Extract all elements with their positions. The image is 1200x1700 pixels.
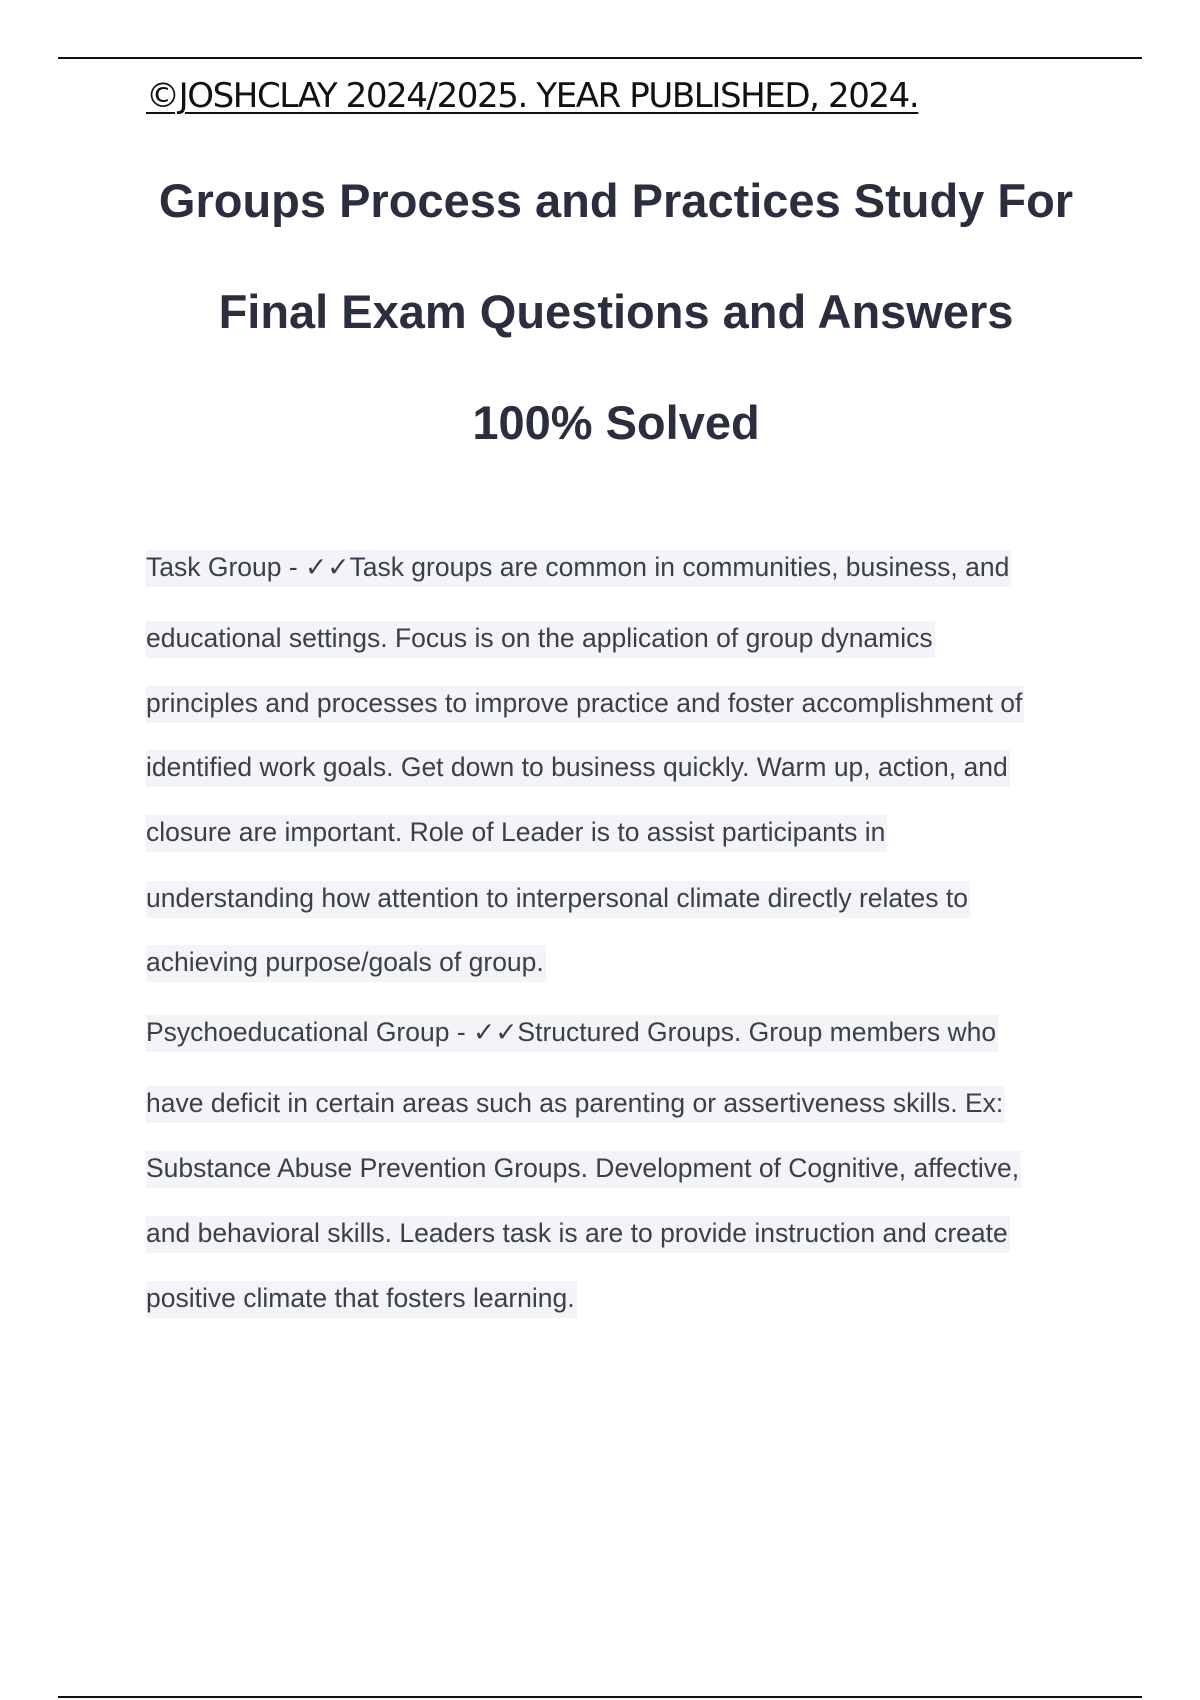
title-line: 100% Solved: [472, 396, 760, 449]
text-line-content: principles and processes to improve practice and foster accomplishment of: [146, 686, 1024, 723]
text-line-content: Task Group - ✓✓Task groups are common in communities, business, and: [146, 550, 1011, 587]
text-line: [146, 686, 1086, 750]
text-line: [146, 1015, 1086, 1086]
text-line-content: understanding how attention to interpersonal climate directly relates to: [146, 881, 970, 918]
text-line: [146, 881, 1086, 945]
text-line: [146, 815, 1086, 881]
title-line: Groups Process and Practices Study For: [158, 174, 1074, 227]
bottom-rule: [58, 1696, 1142, 1698]
text-line: [146, 1216, 1086, 1281]
text-line-content: closure are important. Role of Leader is to assist participants in: [146, 815, 887, 852]
qa-entry-task-group: [146, 550, 1086, 1015]
text-line-content: educational settings. Focus is on the application of group dynamics: [146, 621, 935, 658]
text-line: [146, 750, 1086, 815]
copyright-header: ©JOSHCLAY 2024/2025. YEAR PUBLISHED, 2024.: [146, 76, 919, 116]
text-line-content: and behavioral skills. Leaders task is are to provide instruction and create: [146, 1216, 1010, 1253]
title-line: Final Exam Questions and Answers: [218, 285, 1014, 338]
text-line: [146, 1281, 1086, 1346]
text-line-content: positive climate that fosters learning.: [146, 1281, 577, 1318]
text-line: [146, 550, 1086, 621]
text-line-content: achieving purpose/goals of group.: [146, 945, 546, 982]
qa-body: [146, 550, 1086, 1346]
text-line: [146, 1086, 1086, 1151]
top-rule: [58, 57, 1142, 59]
text-line-content: identified work goals. Get down to business quickly. Warm up, action, and: [146, 750, 1010, 787]
document-title: [146, 145, 1086, 478]
text-line-content: Psychoeducational Group - ✓✓Structured Groups. Group members who: [146, 1015, 998, 1052]
text-line: [146, 621, 1086, 686]
qa-entry-psychoeducational-group: [146, 1015, 1086, 1346]
text-line: [146, 945, 1086, 1015]
text-line-content: Substance Abuse Prevention Groups. Development of Cognitive, affective,: [146, 1151, 1021, 1188]
text-line: [146, 1151, 1086, 1216]
text-line-content: have deficit in certain areas such as parenting or assertiveness skills. Ex:: [146, 1086, 1005, 1123]
